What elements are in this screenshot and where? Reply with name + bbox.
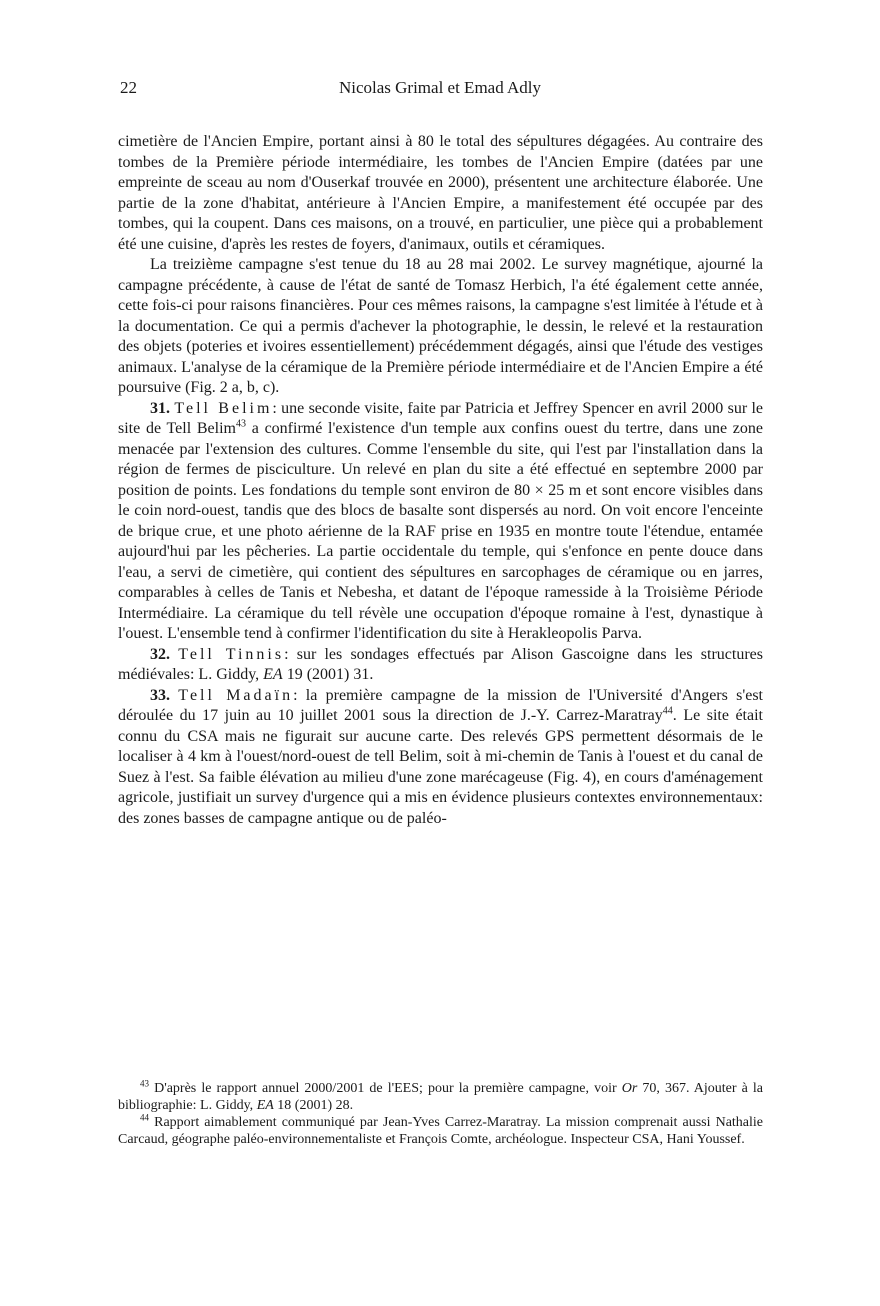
footnote-43 [118, 1080, 763, 1114]
body-text [118, 132, 763, 829]
section-title: Tell Belim [174, 399, 273, 417]
section-text: : la première campagne de la mission de l'Université d'Angers s'est déroulée du 17 juin au 10 juillet 2001 sous la direction de J.-Y. Carrez-Maratray [118, 686, 763, 724]
section-text: . Le site était connu du CSA mais ne figurait sur aucune carte. Des relevés GPS permettent désormais de le localiser à 4 km à l'ouest/nord-ouest de tell Belim, soit à mi-chemin de Tanis à l'ouest et du canal de Suez à l'est. Sa faible élévation au milieu d'une zone marécageuse (Fig. 4), en cours d'aménagement agricole, justifiait un survey d'urgence qui a mis en évidence plusieurs contextes environnementaux: des zones basses de campagne antique ou de paléo- [118, 707, 763, 827]
footnote-text: 18 (2001) 28. [273, 1098, 354, 1113]
footnote-text: D'après le rapport annuel 2000/2001 de l'EES; pour la première campagne, voir [149, 1081, 622, 1096]
section-33 [118, 686, 763, 830]
section-title: Tell Madaïn [178, 686, 294, 704]
journal-abbrev: EA [263, 666, 283, 683]
section-32 [118, 645, 763, 686]
section-text: : une seconde visite, faite par Patricia et Jeffrey Spencer en avril 2000 sur le site de Tell Belim [118, 399, 764, 437]
footnote-ref[interactable]: 43 [236, 418, 246, 430]
journal-abbrev: EA [256, 1098, 274, 1113]
running-head: Nicolas Grimal et Emad Adly [338, 78, 542, 97]
section-text: 19 (2001) 31. [282, 666, 374, 683]
footnote-text: Rapport aimablement communiqué par Jean-Yves Carrez-Maratray. La mission comprenait aussi Nathalie Carcaud, géographe paléo-environnementaliste et François Comte, archéologue. Inspecteur CSA, Hani Youssef. [118, 1115, 763, 1147]
footnote-ref[interactable]: 44 [662, 705, 673, 717]
section-number: 33. [150, 686, 170, 704]
footnotes [118, 1080, 763, 1148]
section-text: a confirmé l'existence d'un temple aux confins ouest du tertre, dans une zone menacée par l'extension des cultures. Comme l'ensemble du site, qui l'est par l'installation dans la région de fermes de pisciculture. Un relevé en plan du site a été effectué en septembre 2000 par position de points. Les fondations du temple sont environ de 80 × 25 m et sont encore visibles dans le coin nord-ouest, tandis que des blocs de basalte sont dispersés au nord. On voit encore l'enceinte de brique crue, et une photo aérienne de la RAF prise en 1935 en montre toute l'étendue, entamée aujourd'hui par les pêcheries. La partie occidentale du temple, qui s'enfonce en pente douce dans l'eau, a servi de cimetière, qui contient des sépultures en sarcophages de céramique ou en jarres, comparables à celles de Tanis et Nebesha, et datant de l'époque ramesside à la Troisième Période Intermédiaire. La céramique du tell révèle une occupation d'époque romaine à l'est, dynastique à l'ouest. L'ensemble tend à confirmer l'identification du site à Herakleopolis Parva. [118, 420, 764, 642]
page-header [120, 78, 760, 106]
journal-abbrev: Or [621, 1081, 638, 1096]
section-text: : sur les sondages effectués par Alison Gascoigne dans les structures médiévales: L. Giddy, [118, 645, 764, 683]
footnote-number: 43 [140, 1078, 149, 1089]
section-title: Tell Tinnis [178, 645, 285, 663]
footnote-44 [118, 1114, 763, 1148]
paragraph: La treizième campagne s'est tenue du 18 au 28 mai 2002. Le survey magnétique, ajourné la campagne précédente, à cause de l'état de santé de Tomasz Herbich, l'a été également cette année, cette fois-ci pour raisons financières. Pour ces mêmes raisons, la campagne s'est limitée à l'étude et à la documentation. Ce qui a permis d'achever la photographie, le dessin, le relevé et la restauration des objets (poteries et ivoires essentiellement) précédemment dégagés, ainsi que l'étude des vestiges animaux. L'analyse de la céramique de la Première période intermédiaire et de l'Ancien Empire a été poursuive (Fig. 2 a, b, c). [118, 256, 763, 396]
page-number: 22 [120, 78, 137, 97]
footnote-number: 44 [140, 1112, 149, 1123]
section-31 [118, 399, 763, 645]
paragraph: cimetière de l'Ancien Empire, portant ainsi à 80 le total des sépultures dégagées. Au contraire des tombes de la Première période intermédiaire, les tombes de l'Ancien Empire (datées par une empreinte de sceau au nom d'Ouserkaf trouvée en 2000), présentent une architecture élaborée. Une partie de la zone d'habitat, antérieure à l'Ancien Empire, a manifestement été occupée par des tombes, qui la coupent. Dans ces maisons, on a trouvé, en particulier, une pièce qui a probablement été une cuisine, d'après les restes de foyers, d'animaux, outils et céramiques. [118, 133, 763, 253]
section-number: 31. [150, 399, 170, 417]
section-number: 32. [150, 645, 170, 663]
footnote-text: 70, 367. Ajouter à la bibliographie: L. Giddy, [118, 1081, 764, 1113]
